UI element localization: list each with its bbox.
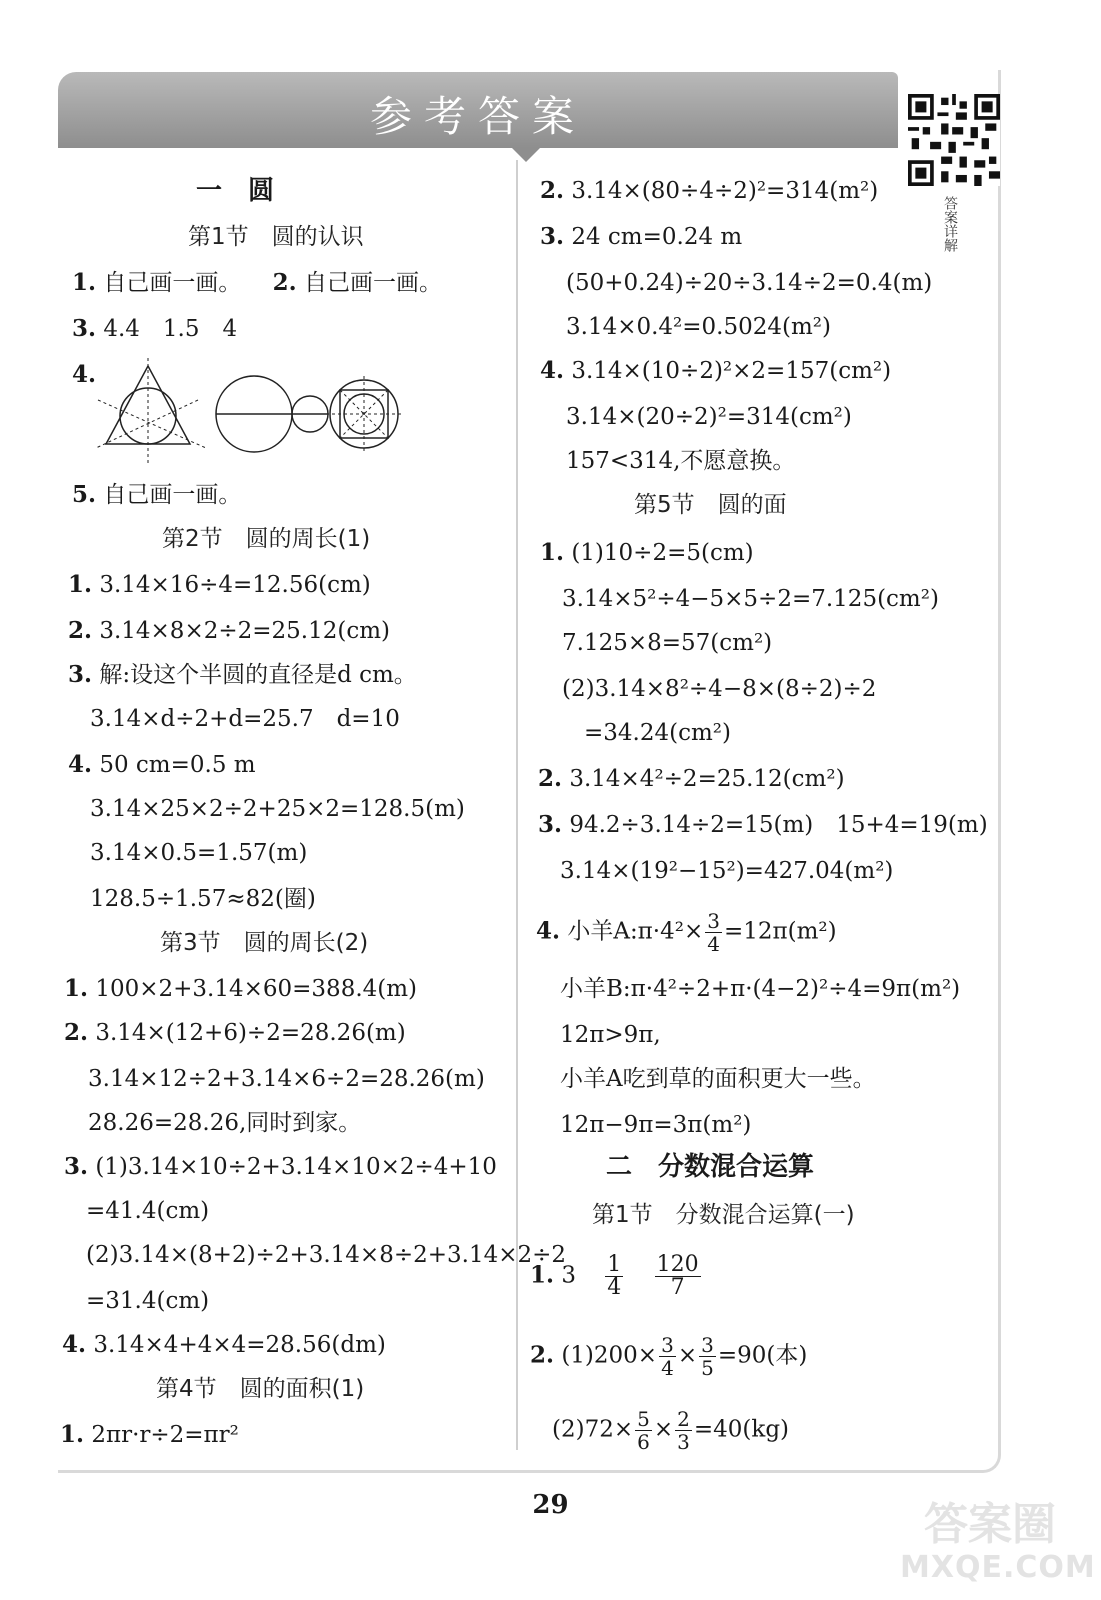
answer-line [64,1152,497,1182]
section-heading: 第1节 分数混合运算(一) [592,1202,855,1228]
answer-text: (2)72× [552,1416,634,1443]
answer-text: (1)3.14×10÷2+3.14×10×2÷4+10 [95,1154,497,1180]
denominator: 6 [637,1430,650,1454]
answer-line [540,538,754,568]
answer-text: (2)3.14×(8+2)÷2+3.14×8÷2+3.14×2÷2 [86,1242,567,1268]
numerator: 3 [701,1333,714,1357]
answer-text: 4.4 1.5 4 [103,316,238,342]
answer-text: 28.26=28.26,同时到家。 [88,1110,362,1136]
answer-text: 3.14×(19²−15²)=427.04(m²) [560,858,894,884]
answer-text: 3.14×25×2÷2+25×2=128.5(m) [90,796,465,822]
item-number: 4. [62,1331,87,1358]
answer-text: 2πr·r÷2=πr² [91,1422,239,1448]
answer-text: 3.14×(80÷4÷2)²=314(m²) [571,178,879,204]
answer-text: 自己画一画。 [303,270,442,296]
denominator: 3 [677,1430,690,1454]
numerator: 5 [637,1407,650,1431]
item-number: 4. [72,361,97,388]
answer-text: 3.14×12÷2+3.14×6÷2=28.26(m) [88,1066,485,1092]
answer-text: (50+0.24)÷20÷3.14÷2=0.4(m) [566,270,933,296]
answer-line [530,1254,703,1299]
answer-text: 小羊A吃到草的面积更大一些。 [560,1066,876,1092]
answer-text: 3.14×4+4×4=28.56(dm) [93,1332,386,1358]
times-sign: × [677,1342,698,1369]
chapter-heading: 二 分数混合运算 [606,1152,815,1182]
denominator: 4 [607,1275,622,1300]
answer-text: 24 cm=0.24 m [571,224,743,250]
watermark-text: 答案圈 [924,1499,1056,1550]
item-number: 2. [538,765,563,792]
denominator: 5 [701,1356,714,1380]
answer-text: 3.14×16÷4=12.56(cm) [99,572,371,598]
answer-line [538,810,988,840]
answer-text: 3.14×0.4²=0.5024(m²) [566,314,832,340]
section-heading: 第1节 圆的认识 [188,224,364,250]
answer-text: (1)200× [561,1342,658,1369]
page-number: 29 [532,1490,569,1520]
fraction [659,1334,676,1379]
item-number: 3. [68,661,93,688]
answer-line [72,314,237,344]
answer-text: 157<314,不愿意换。 [566,448,796,474]
answer-line [536,910,837,955]
answer-text: =90(本) [717,1342,808,1369]
answer-line [64,1018,406,1048]
section-heading: 第4节 圆的面积(1) [156,1376,365,1402]
answer-line [68,750,256,780]
numerator: 1 [607,1252,622,1277]
fraction [705,910,722,955]
watermark-logo [900,1488,1096,1598]
item-number: 1. [60,1421,85,1448]
item-number: 1. [530,1261,555,1289]
answer-line [72,268,442,298]
answer-text: 128.5÷1.57≈82(圈) [90,886,316,912]
times-sign: × [653,1416,674,1443]
fraction [635,1408,652,1453]
answer-text: 自己画一画。 [103,482,242,508]
answer-text: 94.2÷3.14÷2=15(m) 15+4=19(m) [569,812,988,838]
numerator: 3 [661,1333,674,1357]
answer-line [530,1334,807,1379]
header-banner [58,72,898,148]
answer-text: 12π>9π, [560,1022,661,1048]
item-number: 1. [64,975,89,1002]
item-number: 3. [540,223,565,250]
item-number: 3. [72,315,97,342]
item-number: 2. [64,1019,89,1046]
fraction [605,1254,623,1299]
answer-text: 解:设这个半圆的直径是d cm。 [99,662,417,688]
item-number: 4. [540,357,565,384]
answer-text: 小羊B:π·4²÷2+π·(4−2)²÷4=9π(m²) [560,976,961,1002]
item-number: 4. [536,917,561,945]
answer-text: =34.24(cm²) [584,720,731,746]
fraction [655,1254,701,1299]
answer-line [540,356,891,386]
answer-text: 3 [561,1262,576,1289]
answer-line [62,1330,386,1360]
answer-text: 3.14×8×2÷2=25.12(cm) [99,618,391,644]
item-number: 2. [530,1341,555,1369]
answer-text: =40(kg) [693,1416,790,1443]
answer-line [540,222,742,252]
answer-line [68,570,371,600]
denominator: 4 [707,932,720,956]
denominator: 4 [661,1356,674,1380]
answer-text: (1)10÷2=5(cm) [571,540,754,566]
section-heading: 第3节 圆的周长(2) [160,930,369,956]
answer-line [68,616,390,646]
answer-text: 自己画一画。 [103,270,242,296]
item-number: 3. [538,811,563,838]
answer-line [72,360,96,390]
answer-text: 小羊A:π·4²× [567,918,704,945]
circle-drawings-figure [96,358,406,468]
section-heading: 第2节 圆的周长(1) [162,526,371,552]
numerator: 2 [677,1407,690,1431]
answer-text: 3.14×0.5=1.57(m) [90,840,308,866]
answer-text: 12π−9π=3π(m²) [560,1112,752,1138]
numerator: 120 [656,1252,699,1277]
answer-text: 3.14×5²÷4−5×5÷2=7.125(cm²) [562,586,939,612]
answer-line [64,974,417,1004]
qr-code-icon[interactable] [908,94,1000,186]
qr-label: 答案详解 [942,196,958,252]
item-number: 2. [272,269,297,296]
item-number: 1. [540,539,565,566]
answer-text: 3.14×d÷2+d=25.7 d=10 [90,706,400,732]
answer-line [72,480,241,510]
item-number: 1. [68,571,93,598]
item-number: 3. [64,1153,89,1180]
answer-text: (2)3.14×8²÷4−8×(8÷2)÷2 [562,676,877,702]
item-number: 2. [68,617,93,644]
answer-text: 3.14×(20÷2)²=314(cm²) [566,404,852,430]
answer-text: 7.125×8=57(cm²) [562,630,773,656]
answer-text: =31.4(cm) [86,1288,210,1314]
fraction [699,1334,716,1379]
answer-text: 3.14×(10÷2)²×2=157(cm²) [571,358,892,384]
fraction [675,1408,692,1453]
item-number: 1. [72,269,97,296]
item-number: 5. [72,481,97,508]
denominator: 7 [670,1275,685,1300]
watermark-url: MXQE.COM [900,1550,1096,1585]
answer-text: 3.14×(12+6)÷2=28.26(m) [95,1020,406,1046]
answer-text: =12π(m²) [723,918,837,945]
answer-text: 100×2+3.14×60=388.4(m) [95,976,418,1002]
chapter-heading: 一 圆 [196,176,275,206]
answer-text: 50 cm=0.5 m [99,752,256,778]
item-number: 2. [540,177,565,204]
section-heading: 第5节 圆的面 [634,492,787,518]
answer-text: =41.4(cm) [86,1198,210,1224]
answer-text: 3.14×4²÷2=25.12(cm²) [569,766,845,792]
answer-line [552,1408,789,1453]
item-number: 4. [68,751,93,778]
answer-line [540,176,878,206]
page-title: 参考答案 [369,92,586,141]
numerator: 3 [707,909,720,933]
answer-line [68,660,417,690]
answer-line [538,764,845,794]
answer-line [60,1420,239,1450]
